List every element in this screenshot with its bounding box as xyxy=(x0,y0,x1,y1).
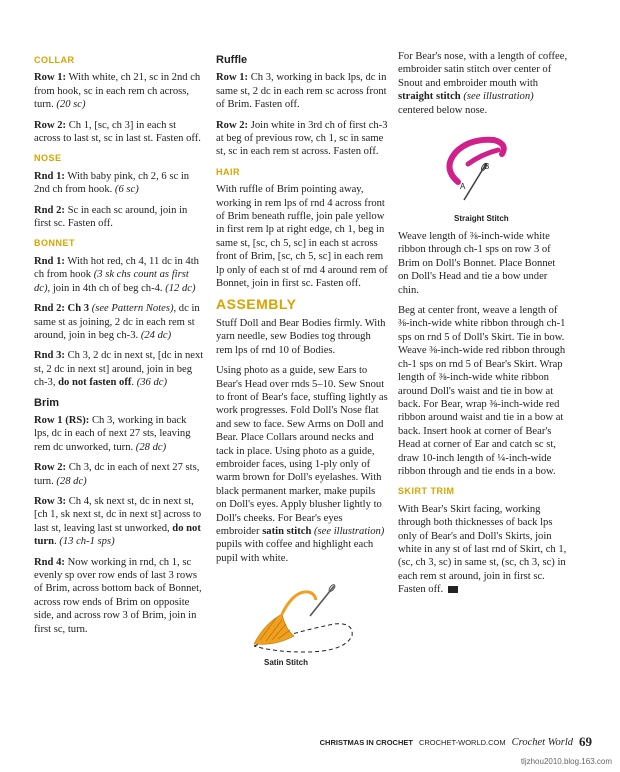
satin-stitch-illustration xyxy=(234,574,364,674)
collar-heading: COLLAR xyxy=(34,55,75,65)
watermark-text: tljzhou2010.blog.163.com xyxy=(520,757,612,766)
end-mark-icon xyxy=(448,586,458,593)
straight-stitch-caption: Straight Stitch xyxy=(454,214,509,224)
page-number: 69 xyxy=(579,734,592,749)
nose-heading: NOSE xyxy=(34,153,62,164)
column-1 xyxy=(34,50,204,643)
ruffle-row-1: Row 1: Ch 3, working in back lps, dc in same st, 2 dc in each rem sc across front of Brim. Fasten off. xyxy=(216,72,387,111)
footer-magazine: Crochet World xyxy=(511,736,573,748)
brim-heading: Brim xyxy=(34,396,60,409)
collar-row-2: Row 2: Ch 1, [sc, ch 3] in each st across to last st, sc in last st. Fasten off. xyxy=(34,119,201,145)
nose-rnd-2: Rnd 2: Sc in each sc around, join in first sc. Fasten off. xyxy=(34,204,188,230)
column-3 xyxy=(398,50,568,604)
brim-row-1: Row 1 (RS): Ch 3, working in back lps, dc in each of next 27 sts, leaving rem dc unworked, turn. (28 dc) xyxy=(34,414,191,453)
footer-site: CROCHET-WORLD.COM xyxy=(418,737,506,747)
footer-issue: CHRISTMAS IN CROCHET xyxy=(319,737,413,747)
point-b-label: B xyxy=(484,162,490,172)
bear-nose-paragraph: For Bear's nose, with a length of coffee, embroider satin stitch over center of Snout and embroider mouth with straight stitch (see illustration) centered below nose. xyxy=(398,51,568,116)
ruffle-heading: Ruffle xyxy=(216,54,248,66)
weave-paragraph-1: Weave length of ⅜-inch-wide white ribbon through ch-1 sps on row 3 of Brim on Doll's Bonnet. Place Bonnet on Doll's Head and tie a bow under chin. xyxy=(398,231,556,296)
satin-stitch-caption: Satin Stitch xyxy=(264,658,309,667)
hair-text: With ruffle of Brim pointing away, working in rem lps of rnd 4 across front of Brim beneath ruffle, join pale yellow in first rem lp at right edge, ch 1, beg in same st, [sc, ch 5, sc] in each st across front of Brim, [sc, ch 5, sc] in each rem lp only of each st of rnd 4 around rem of Bonnet, join in first sc. Fasten off. xyxy=(216,184,388,290)
brim-rnd-4: Rnd 4: Now working in rnd, ch 1, sc evenly sp over row ends of last 3 rows of Brim, across bottom back of Bonnet, across row ends of Brim on opposite side, and across row 3 of Brim, join in first sc, turn. xyxy=(34,556,202,635)
bonnet-rnd-2: Rnd 2: Ch 3 (see Pattern Notes), dc in same st as joining, 2 dc in each rem st around, join in beg ch-3. (24 dc) xyxy=(34,303,200,341)
hair-heading: HAIR xyxy=(216,166,240,177)
assembly-heading: ASSEMBLY xyxy=(216,295,297,312)
straight-stitch-drawing xyxy=(398,124,568,214)
bonnet-rnd-1: Rnd 1: With hot red, ch 4, 11 dc in 4th ch from hook (3 sk chs count as first dc), join in 4th ch of beg ch-4. (12 dc) xyxy=(34,255,199,294)
assembly-paragraph-2: Using photo as a guide, sew Ears to Bear's Head over rnds 5–10. Sew Snout to front of Bear's face, stuffing lightly as work progresses. Fold Doll's Nose flat and sew to face. Sew Arms on Doll and Bear. Place Collars around necks and tack in place. Using photo as a guide, embroider faces, using 1-ply only of warm brown for Doll's eyelashes. With black permanent marker, make pupils on Doll's eyes. Apply blusher lightly to Doll's cheeks. For Bear's eyes embroider satin stitch (see illustration) pupils with coffee and highlight each pupil with white. xyxy=(216,365,388,564)
nose-rnd-1: Rnd 1: With baby pink, ch 2, 6 sc in 2nd ch from hook. (6 sc) xyxy=(34,170,190,196)
page-footer xyxy=(320,734,592,750)
weave-paragraph-2: Beg at center front, weave a length of ⅜-inch-wide white ribbon through ch-1 sps on rnd 5 of Doll's Skirt. Tie in bow. Weave ⅜-inch-wide red ribbon through ch-1 sps on rnd 5 of Bear's Skirt. Wrap length of ⅜-inch-wide white ribbon around Doll's waist and tie in bow at back. For Bear, wrap ⅜-inch-wide red ribbon around waist and tie in a bow at back. Insert hook at corner of Bear's Head at corner of Ear and catch sc st, draw 10-inch length of ¼-inch-wide ribbon through and tie ends in a bow. xyxy=(398,305,566,477)
skirt-trim-text: With Bear's Skirt facing, working through both thicknesses of back lps only of Bear's and Doll's Skirts, join white in any st of last rnd of Skirt, ch 1, (sc, ch 3, sc) in same st, (sc, ch 3, sc) in each rem st around, join in first sc. Fasten off. xyxy=(398,503,567,596)
brim-row-3: Row 3: Ch 4, sk next st, dc in next st, [ch 1, sk next st, dc in next st] across to last st, leaving last st unworked, do not turn. (13 ch-1 sps) xyxy=(34,495,202,548)
column-2 xyxy=(216,50,388,572)
ruffle-row-2: Row 2: Join white in 3rd ch of first ch-3 at beg of previous row, ch 1, sc in same st, sc in each rem st across. Fasten off. xyxy=(216,119,388,158)
brim-row-2: Row 2: Ch 3, dc in each of next 27 sts, turn. (28 dc) xyxy=(34,462,200,487)
skirt-trim-heading: SKIRT TRIM xyxy=(398,486,455,497)
bonnet-heading: BONNET xyxy=(34,238,75,249)
collar-row-1: Row 1: With white, ch 21, sc in 2nd ch from hook, sc in each rem ch across, turn. (20 sc) xyxy=(34,72,201,111)
straight-stitch-illustration xyxy=(398,124,568,224)
assembly-paragraph-1: Stuff Doll and Bear Bodies firmly. With yarn needle, sew Bodies tog through rem lps of rnd 10 of Bodies. xyxy=(216,317,386,356)
bonnet-rnd-3: Rnd 3: Ch 3, 2 dc in next st, [dc in next st, 2 dc in next st] around, join in beg ch-3, do not fasten off. (36 dc) xyxy=(34,350,204,389)
point-a-label: A xyxy=(460,182,466,192)
